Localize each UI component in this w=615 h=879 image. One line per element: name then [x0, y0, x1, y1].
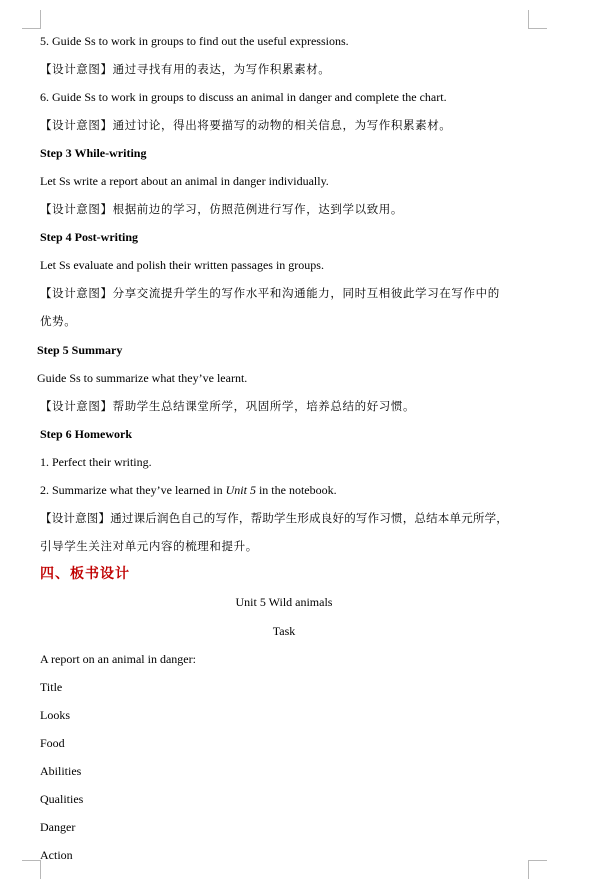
step-4-heading: Step 4 Post-writing [40, 230, 138, 244]
homework-item-1: 1. Perfect their writing. [40, 455, 152, 469]
design-intent-4: 【设计意图】分享交流提升学生的写作水平和沟通能力，同时互相彼此学习在写作中的 [40, 286, 500, 300]
homework-item-2-text: 2. Summarize what they’ve learned in [40, 483, 226, 497]
design-intent-5: 【设计意图】帮助学生总结课堂所学，巩固所学，培养总结的好习惯。 [40, 399, 416, 413]
design-intent-2: 【设计意图】通过讨论，得出将要描写的动物的相关信息，为写作积累素材。 [40, 118, 452, 132]
paragraph-post-writing: Let Ss evaluate and polish their written passages in groups. [40, 258, 324, 272]
board-item-title: Title [40, 680, 63, 694]
corner-mark-bottom-left [22, 860, 41, 879]
section-title-board-design: 四、板书设计 [40, 566, 130, 582]
board-item-action: Action [40, 848, 73, 862]
paragraph-summary: Guide Ss to summarize what they’ve learnt. [37, 371, 248, 385]
board-item-qualities: Qualities [40, 792, 84, 806]
corner-mark-top-left [22, 10, 41, 29]
step-5-heading: Step 5 Summary [37, 343, 123, 357]
design-intent-4-continued: 优势。 [40, 314, 77, 328]
design-intent-6: 【设计意图】通过课后润色自己的写作，帮助学生形成良好的写作习惯，总结本单元所学， [40, 511, 508, 525]
homework-item-2-tail: in the notebook. [255, 483, 337, 497]
design-intent-3: 【设计意图】根据前边的学习，仿照范例进行写作，达到学以致用。 [40, 202, 403, 216]
unit-reference: Unit 5 [225, 483, 256, 497]
design-intent-1: 【设计意图】通过寻找有用的表达，为写作积累素材。 [40, 62, 331, 76]
board-item-danger: Danger [40, 820, 76, 834]
corner-mark-bottom-right [528, 860, 547, 879]
board-item-abilities: Abilities [40, 764, 82, 778]
paragraph-while-writing: Let Ss write a report about an animal in danger individually. [40, 174, 329, 188]
step-3-heading: Step 3 While-writing [40, 146, 147, 160]
board-title: Unit 5 Wild animals [235, 595, 333, 609]
homework-item-2 [40, 482, 337, 498]
corner-mark-top-right [528, 10, 547, 29]
paragraph-step-6: 6. Guide Ss to work in groups to discuss an animal in danger and complete the chart. [40, 90, 447, 104]
paragraph-step-5: 5. Guide Ss to work in groups to find out the useful expressions. [40, 34, 349, 48]
board-subtitle: Task [272, 624, 296, 638]
design-intent-6-continued: 引导学生关注对单元内容的梳理和提升。 [40, 539, 258, 553]
board-item-looks: Looks [40, 708, 70, 722]
board-item-food: Food [40, 736, 65, 750]
step-6-heading: Step 6 Homework [40, 427, 132, 441]
board-heading: A report on an animal in danger: [40, 652, 196, 666]
